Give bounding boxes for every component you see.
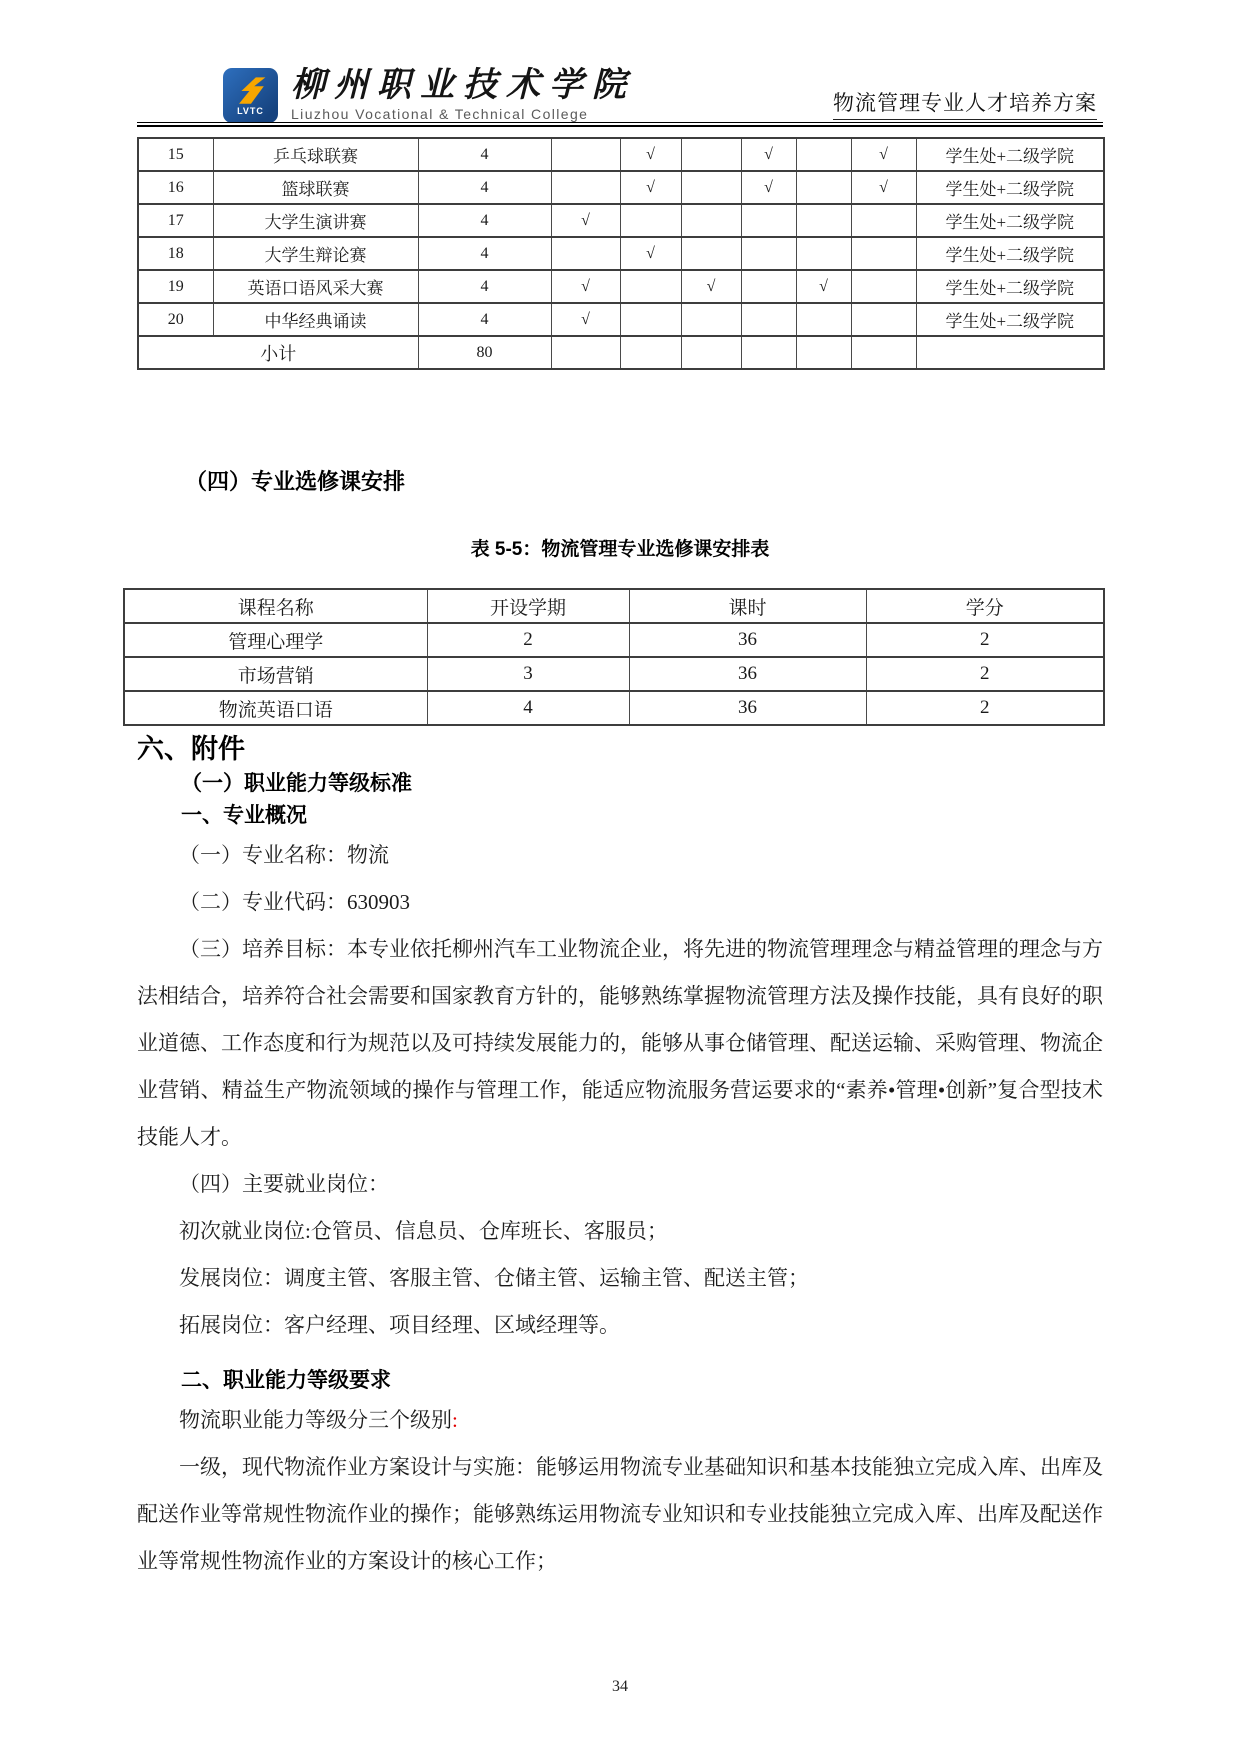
paragraph-jobs-title: （四）主要就业岗位： <box>179 1172 389 1196</box>
course-semester: 2 <box>427 623 629 657</box>
college-name-cn: 柳州职业技术学院 <box>291 67 635 104</box>
activity-row <box>138 138 1104 171</box>
semester-mark <box>851 204 916 237</box>
course-name: 市场营销 <box>124 657 427 691</box>
course-name: 管理心理学 <box>124 623 427 657</box>
semester-mark <box>796 303 851 336</box>
semester-mark <box>620 204 681 237</box>
column-header: 学分 <box>866 589 1104 623</box>
semester-mark <box>796 171 851 204</box>
activity-credit: 4 <box>418 138 551 171</box>
course-semester: 3 <box>427 657 629 691</box>
course-credits: 2 <box>866 657 1104 691</box>
semester-mark: √ <box>620 171 681 204</box>
semester-mark: √ <box>551 303 620 336</box>
semester-mark <box>741 237 796 270</box>
subheading-major-overview: 一、专业概况 <box>181 804 307 827</box>
semester-mark <box>620 270 681 303</box>
elective-header-row <box>124 589 1104 623</box>
paragraph-jobs-initial: 初次就业岗位:仓管员、信息员、仓库班长、客服员； <box>179 1219 668 1243</box>
empty-cell <box>551 336 620 369</box>
row-number: 19 <box>138 270 213 303</box>
college-brand <box>223 68 635 123</box>
levels-text: 物流职业能力等级分三个级别 <box>179 1408 452 1432</box>
lightning-logo-icon <box>235 76 267 106</box>
empty-cell <box>796 336 851 369</box>
activity-name: 中华经典诵读 <box>213 303 418 336</box>
activity-row <box>138 204 1104 237</box>
course-hours: 36 <box>629 691 866 725</box>
semester-mark <box>551 138 620 171</box>
course-hours: 36 <box>629 623 866 657</box>
semester-mark <box>741 303 796 336</box>
activity-name: 大学生辩论赛 <box>213 237 418 270</box>
page-number: 34 <box>612 1678 628 1695</box>
activity-credit: 4 <box>418 204 551 237</box>
empty-cell <box>851 336 916 369</box>
course-credits: 2 <box>866 691 1104 725</box>
organizer: 学生处+二级学院 <box>916 303 1104 336</box>
organizer: 学生处+二级学院 <box>916 171 1104 204</box>
subtotal-label: 小计 <box>138 336 418 369</box>
organizer: 学生处+二级学院 <box>916 138 1104 171</box>
logo-abbr: LVTC <box>237 105 264 116</box>
paragraph-jobs-develop: 发展岗位：调度主管、客服主管、仓储主管、运输主管、配送主管； <box>179 1266 809 1290</box>
empty-cell <box>741 336 796 369</box>
brand-text <box>291 69 635 122</box>
paragraph-level-one: 一级，现代物流作业方案设计与实施：能够运用物流专业基础知识和基本技能独立完成入库、出库及配送作业等常规性物流作业的操作；能够熟练运用物流专业知识和专业技能独立完成入库、出库及配送作业等常规性物流作业的方案设计的核心工作； <box>137 1455 1103 1573</box>
subtotal-row <box>138 336 1104 369</box>
semester-mark <box>681 171 741 204</box>
column-header: 课程名称 <box>124 589 427 623</box>
activity-table <box>137 137 1105 370</box>
section-heading-appendix: 六、附件 <box>137 734 245 764</box>
page-header <box>137 0 1103 127</box>
elective-row <box>124 691 1104 725</box>
semester-mark <box>551 171 620 204</box>
semester-mark <box>741 204 796 237</box>
semester-mark <box>796 138 851 171</box>
semester-mark: √ <box>620 138 681 171</box>
row-number: 18 <box>138 237 213 270</box>
semester-mark <box>796 237 851 270</box>
empty-cell <box>681 336 741 369</box>
semester-mark: √ <box>741 171 796 204</box>
activity-name: 乒乓球联赛 <box>213 138 418 171</box>
subheading-competency-standard: （一）职业能力等级标准 <box>181 772 412 795</box>
semester-mark <box>851 237 916 270</box>
paragraph-major-code: （二）专业代码：630903 <box>179 890 410 914</box>
semester-mark <box>741 270 796 303</box>
course-semester: 4 <box>427 691 629 725</box>
semester-mark: √ <box>681 270 741 303</box>
semester-mark <box>681 237 741 270</box>
organizer: 学生处+二级学院 <box>916 237 1104 270</box>
activity-credit: 4 <box>418 171 551 204</box>
paragraph-training-goal: （三）培养目标：本专业依托柳州汽车工业物流企业，将先进的物流管理理念与精益管理的理念与方法相结合，培养符合社会需要和国家教育方针的，能够熟练掌握物流管理方法及操作技能，具有良好的职业道德、工作态度和行为规范以及可持续发展能力的，能够从事仓储管理、配送运输、采购管理、物流企业营销、精益生产物流领域的操作与管理工作，能适应物流服务营运要求的“素养•管理•创新”复合型技术技能人才。 <box>137 937 1103 1149</box>
semester-mark: √ <box>620 237 681 270</box>
activity-name: 大学生演讲赛 <box>213 204 418 237</box>
subheading-competency-requirements: 二、职业能力等级要求 <box>181 1369 391 1392</box>
red-colon: : <box>452 1408 458 1432</box>
college-logo <box>223 68 278 123</box>
elective-row <box>124 657 1104 691</box>
column-header: 开设学期 <box>427 589 629 623</box>
row-number: 17 <box>138 204 213 237</box>
column-header: 课时 <box>629 589 866 623</box>
subtotal-value: 80 <box>418 336 551 369</box>
activity-row <box>138 237 1104 270</box>
semester-mark <box>851 270 916 303</box>
activity-row <box>138 270 1104 303</box>
semester-mark <box>551 237 620 270</box>
semester-mark <box>681 303 741 336</box>
college-name-en: Liuzhou Vocational & Technical College <box>291 106 589 122</box>
activity-name: 篮球联赛 <box>213 171 418 204</box>
semester-mark <box>681 204 741 237</box>
course-hours: 36 <box>629 657 866 691</box>
paragraph-jobs-extend: 拓展岗位：客户经理、项目经理、区域经理等。 <box>179 1313 620 1337</box>
semester-mark <box>681 138 741 171</box>
semester-mark: √ <box>551 270 620 303</box>
organizer: 学生处+二级学院 <box>916 270 1104 303</box>
semester-mark: √ <box>551 204 620 237</box>
activity-name: 英语口语风采大赛 <box>213 270 418 303</box>
activity-row <box>138 303 1104 336</box>
row-number: 20 <box>138 303 213 336</box>
row-number: 15 <box>138 138 213 171</box>
elective-row <box>124 623 1104 657</box>
semester-mark <box>796 204 851 237</box>
activity-row <box>138 171 1104 204</box>
course-credits: 2 <box>866 623 1104 657</box>
semester-mark: √ <box>851 138 916 171</box>
empty-cell <box>916 336 1104 369</box>
activity-credit: 4 <box>418 237 551 270</box>
semester-mark: √ <box>851 171 916 204</box>
paragraph-major-name: （一）专业名称：物流 <box>179 843 389 867</box>
table-caption: 表 5-5：物流管理专业选修课安排表 <box>470 539 770 560</box>
paragraph-levels <box>137 1397 1103 1444</box>
row-number: 16 <box>138 171 213 204</box>
semester-mark <box>851 303 916 336</box>
section-heading-electives: （四）专业选修课安排 <box>185 469 406 494</box>
semester-mark: √ <box>796 270 851 303</box>
course-name: 物流英语口语 <box>124 691 427 725</box>
elective-table <box>123 588 1105 726</box>
document-title: 物流管理专业人才培养方案 <box>833 87 1097 120</box>
header-divider <box>137 122 1103 127</box>
organizer: 学生处+二级学院 <box>916 204 1104 237</box>
semester-mark <box>620 303 681 336</box>
semester-mark: √ <box>741 138 796 171</box>
empty-cell <box>620 336 681 369</box>
activity-credit: 4 <box>418 270 551 303</box>
activity-credit: 4 <box>418 303 551 336</box>
